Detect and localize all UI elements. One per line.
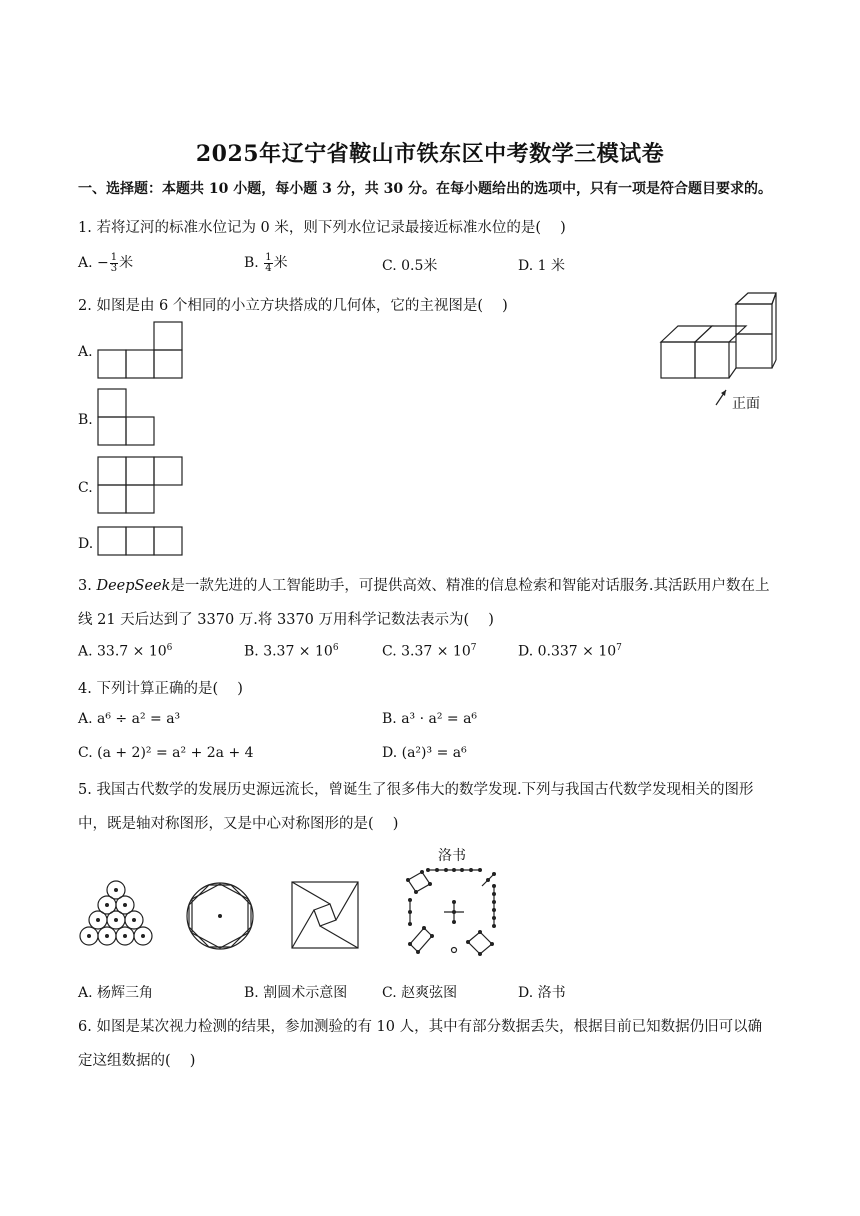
q4-option-c[interactable]: C. (a + 2)² = a² + 2a + 4: [78, 745, 254, 761]
q4-option-b[interactable]: B. a³ · a² = a⁶: [382, 711, 478, 727]
q2-figure-c: [98, 457, 188, 515]
question-6-stem-line2: 定这组数据的( ): [78, 1053, 196, 1069]
q2-cube-figure: [658, 290, 783, 415]
circle-division-figure: [185, 881, 255, 951]
q2-option-b[interactable]: B.: [78, 412, 93, 428]
question-2-stem: 2. 如图是由 6 个相同的小立方块搭成的几何体，它的主视图是( ): [78, 298, 508, 314]
q3-option-d[interactable]: D. $0.337 \times 10^7$: [518, 643, 622, 660]
section-heading: 一、选择题：本题共 10 小题，每小题 3 分，共 30 分。在每小题给出的选项中，只有一项是符合题目要求的。: [78, 181, 772, 197]
q4-option-d[interactable]: D. (a²)³ = a⁶: [382, 745, 467, 761]
question-5-stem-line2: 中，既是轴对称图形，又是中心对称图形的是( ): [78, 816, 399, 832]
luoshu-figure: [404, 864, 500, 956]
question-3-stem-line2: 线 21 天后达到了 3370 万.将 3370 万用科学记数法表示为( ): [78, 612, 494, 628]
question-4-stem: 4. 下列计算正确的是( ): [78, 681, 243, 697]
luoshu-label: 洛书: [438, 848, 466, 864]
q5-option-c[interactable]: C. 赵爽弦图: [382, 985, 458, 1001]
zhaoshuang-figure: [290, 880, 360, 952]
q1-option-c[interactable]: C. 0.5米: [382, 258, 438, 274]
q1-option-b[interactable]: B. $\frac{1}{4}$ 米: [244, 251, 288, 274]
q2-option-a[interactable]: A.: [78, 344, 93, 360]
question-6-stem-line1: 6. 如图是某次视力检测的结果，参加测验的有 10 人，其中有部分数据丢失，根据目前已知数据仍旧可以确: [78, 1019, 763, 1035]
q3-option-c[interactable]: C. $3.37 \times 10^7$: [382, 643, 477, 660]
page-title: 2025年辽宁省鞍山市铁东区中考数学三模试卷: [195, 141, 665, 167]
q3-option-a[interactable]: A. $33.7 \times 10^6$: [78, 643, 173, 660]
yanghui-triangle-figure: [77, 880, 157, 954]
q4-option-a[interactable]: A. a⁶ ÷ a² = a³: [78, 711, 181, 727]
question-1-stem: 1. 若将辽河的标准水位记为 0 米，则下列水位记录最接近标准水位的是( ): [78, 220, 566, 236]
q2-figure-d: [98, 527, 188, 557]
q5-option-b[interactable]: B. 割圆术示意图: [244, 985, 348, 1001]
question-3-stem-line1: 3. DeepSeek是一款先进的人工智能助手，可提供高效、精准的信息检索和智能对话服务.其活跃用户数在上: [78, 578, 770, 594]
q2-option-c[interactable]: C.: [78, 480, 93, 496]
fraction: $\frac{1}{3}$: [110, 251, 118, 274]
q2-figure-a: [98, 322, 188, 380]
front-label: 正面: [732, 396, 760, 412]
q1-option-a[interactable]: A. − $\frac{1}{3}$ 米: [78, 251, 134, 274]
q5-option-d[interactable]: D. 洛书: [518, 985, 566, 1001]
q3-option-b[interactable]: B. $3.37 \times 10^6$: [244, 643, 339, 660]
q1-option-d[interactable]: D. 1 米: [518, 258, 565, 274]
question-5-stem-line1: 5. 我国古代数学的发展历史源远流长，曾诞生了很多伟大的数学发现.下列与我国古代数学发现相关的图形: [78, 782, 754, 798]
q5-option-a[interactable]: A. 杨辉三角: [78, 985, 154, 1001]
fraction: $\frac{1}{4}$: [265, 251, 272, 274]
q2-option-d[interactable]: D.: [78, 536, 94, 552]
q2-figure-b: [98, 389, 158, 447]
